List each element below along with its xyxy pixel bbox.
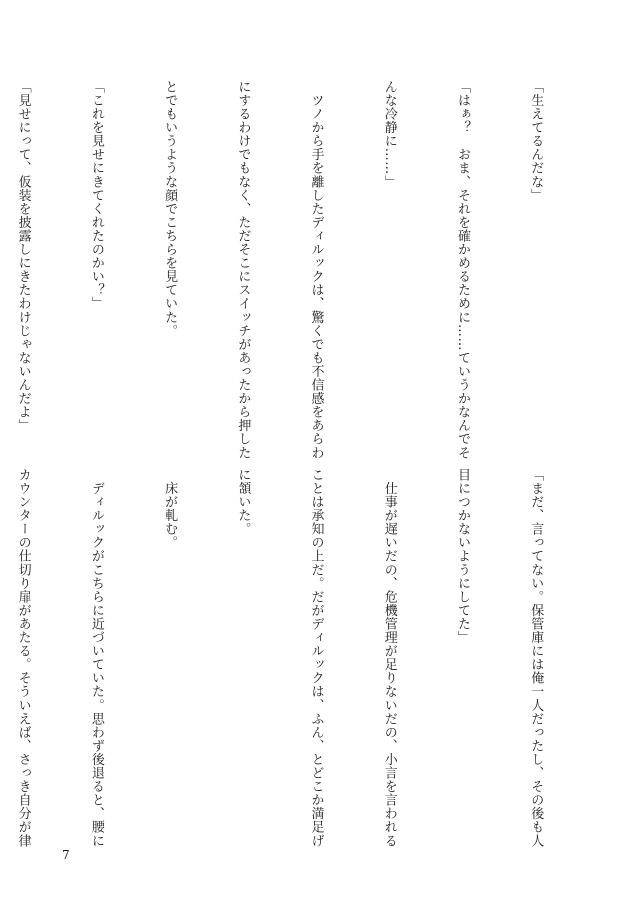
text-line: 「見せにって、仮装を披露しにきたわけじゃないんだよ」	[15, 80, 31, 433]
text-line: 「これを見せにきてくれたのかい？」	[88, 80, 104, 311]
text-line: 「生えてるんだな」	[528, 80, 544, 202]
text-line: に頷いた。	[235, 468, 251, 536]
text-line: にするわけでもなく、ただそこにスイッチがあったから押した	[235, 80, 251, 460]
text-line: 「はぁ？ おま、それを確かめるために……ていうかなんでそ	[454, 80, 470, 460]
page-number: 7	[62, 848, 70, 862]
text-line: 仕事が遅いだの、危機管理が足りないだの、小言を言われる	[381, 468, 397, 848]
text-line: 「まだ、言ってない。保管庫には俺一人だったし、その後も人	[528, 468, 544, 848]
text-line: ツノから手を離したディルックは、驚くでも不信感をあらわ	[308, 80, 324, 460]
text-line: とでもいうような顔でこちらを見ていた。	[162, 80, 178, 338]
text-line: 目につかないようにしてた」	[454, 468, 470, 645]
text-line: 床が軋む。	[162, 468, 178, 550]
text-line: んな冷静に……」	[381, 80, 397, 189]
text-line: カウンターの仕切り扉があたる。そういえば、さっき自分が律	[15, 468, 31, 848]
text-block-top	[0, 80, 596, 460]
text-block-bottom	[0, 468, 596, 848]
text-line: ディルックがこちらに近づいていた。思わず後退ると、腰に	[88, 468, 104, 848]
text-line: ことは承知の上だ。だがディルックは、ふん、とどこか満足げ	[308, 468, 324, 848]
